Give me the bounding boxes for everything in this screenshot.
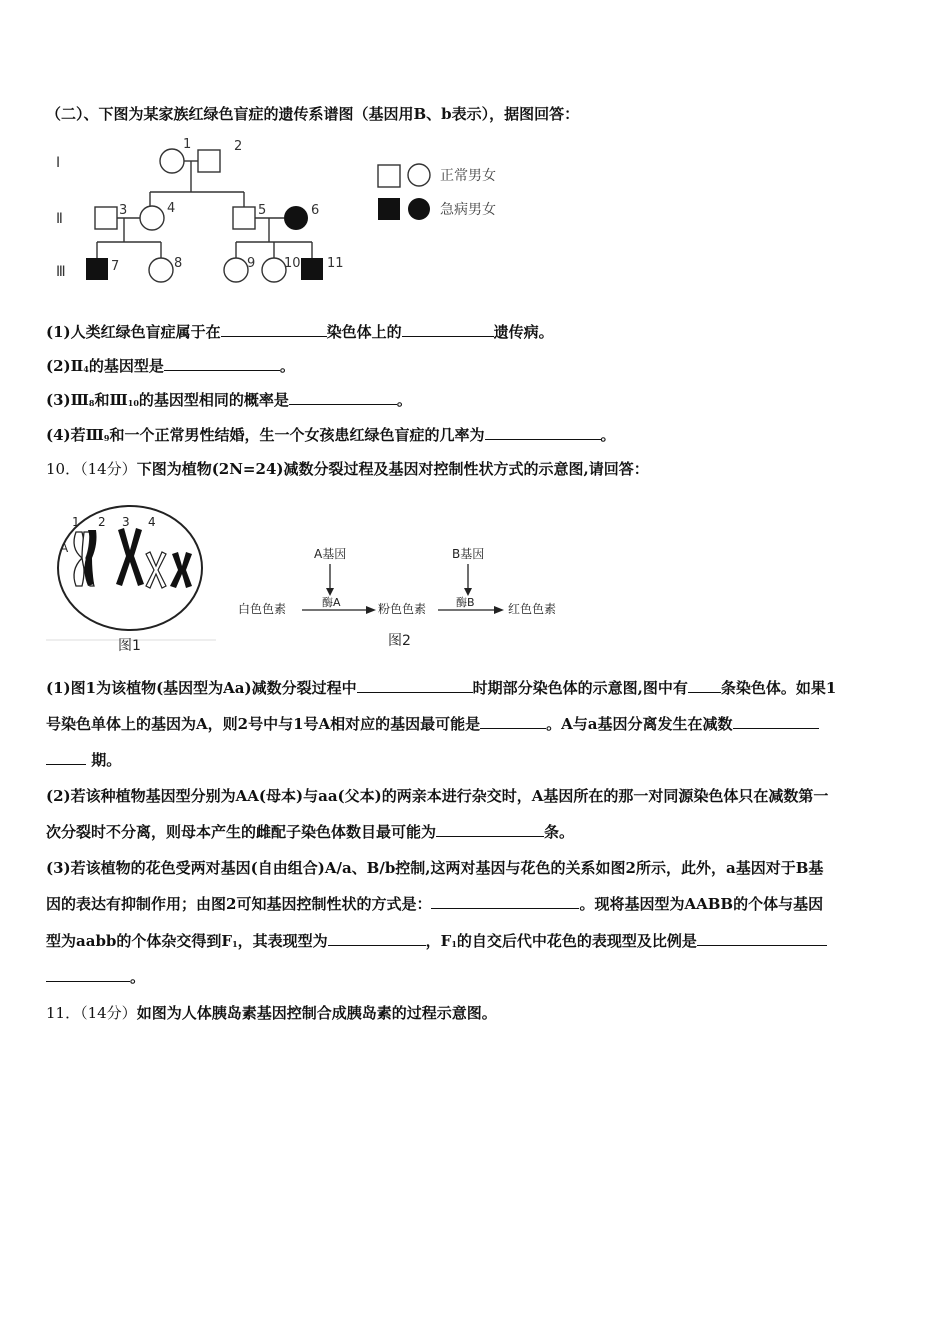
question-number: 11．（14分）: [46, 1004, 137, 1022]
q10-part2-line1: (2)若该种植物基因型分别为AA(母本)与aa(父本)的两亲本进行杂交时，A基因所在的那一对同源染色体只在减数第一: [46, 787, 829, 805]
svg-text:10: 10: [284, 256, 301, 271]
question-2: $(2)Ⅱ_4$的基因型是 。: [46, 357, 295, 375]
answer-blank[interactable]: [480, 716, 546, 729]
q11-stem: 11．（14分）如图为人体胰岛素基因控制合成胰岛素的过程示意图。: [46, 1004, 497, 1022]
q10-part3-line1: (3)若该植物的花色受两对基因(自由组合)A/a、B/b控制,这两对基因与花色的关系如图2所示，此外，a基因对于B基: [46, 859, 824, 877]
individual-7: [86, 258, 108, 280]
generation-label: Ⅲ: [56, 264, 66, 280]
answer-blank[interactable]: [733, 716, 819, 729]
svg-text:7: 7: [111, 259, 120, 274]
legend-affected-female: [408, 198, 430, 220]
svg-text:4: 4: [167, 201, 176, 216]
enzyme-b-text: 酶B: [456, 596, 475, 609]
answer-blank[interactable]: [431, 896, 579, 909]
generation-label: Ⅱ: [56, 211, 63, 227]
gene-b-text: B基因: [452, 547, 485, 561]
q10-stem: 10．（14分）下图为植物(2N=24)减数分裂过程及基因对控制性状方式的示意图,请回答：: [46, 460, 649, 478]
svg-text:3: 3: [122, 515, 130, 529]
legend-affected-male: [378, 198, 400, 220]
answer-blank[interactable]: [357, 680, 473, 693]
svg-text:9: 9: [247, 256, 256, 271]
individual-5: [233, 207, 255, 229]
svg-text:2: 2: [98, 515, 106, 529]
answer-blank[interactable]: [221, 324, 327, 337]
q10-part1-line3: 期。: [46, 749, 121, 770]
svg-text:2: 2: [234, 139, 243, 154]
figure-1-caption: 图1: [118, 638, 141, 654]
answer-blank[interactable]: [328, 933, 426, 946]
red-pigment: 红色色素: [508, 602, 557, 616]
individual-11: [301, 258, 323, 280]
q10-part2-line2: 次分裂时不分离，则母本产生的雌配子染色体数目最可能为 条。: [46, 823, 575, 841]
svg-text:8: 8: [174, 256, 183, 271]
gene-a-label: A: [60, 541, 69, 555]
individual-8: [149, 258, 173, 282]
question-number: 10．（14分）: [46, 460, 137, 478]
legend-normal-female: [408, 164, 430, 186]
answer-blank[interactable]: [485, 427, 601, 440]
svg-text:4: 4: [148, 515, 156, 529]
q10-part3-line3: 型为aabb的个体杂交得到$F_1$，其表现型为 ，$F_1$的自交后代中花色的表现型及比例是: [46, 930, 827, 951]
individual-6: [284, 206, 308, 230]
svg-text:1: 1: [183, 137, 192, 152]
svg-text:5: 5: [258, 203, 267, 218]
pedigree-chart: [46, 130, 526, 290]
figure-2-caption: 图2: [388, 633, 411, 649]
individual-2: [198, 150, 220, 172]
enzyme-a-text: 酶A: [322, 596, 341, 609]
q10-part1-line2: 号染色单体上的基因为A，则2号中与1号A相对应的基因最可能是 。A与a基因分离发生在减数: [46, 713, 819, 734]
individual-1: [160, 149, 184, 173]
question-3: $(3)Ⅲ_8$和$Ⅲ_{10}$的基因型相同的概率是 。: [46, 391, 412, 409]
svg-text:3: 3: [119, 203, 128, 218]
intro-text: （二）、下图为某家族红绿色盲症的遗传系谱图（基因用B、b表示），据图回答：: [46, 105, 580, 123]
figure-1-cell: [46, 500, 216, 655]
individual-4: [140, 206, 164, 230]
individual-3: [95, 207, 117, 229]
answer-blank[interactable]: [402, 324, 494, 337]
individual-9: [224, 258, 248, 282]
svg-text:6: 6: [311, 203, 320, 218]
individual-10: [262, 258, 286, 282]
figure-2-pathway: [230, 540, 570, 655]
white-pigment: 白色色素: [238, 602, 287, 616]
legend-normal-male: [378, 165, 400, 187]
answer-blank[interactable]: [46, 752, 86, 765]
generation-label: Ⅰ: [56, 155, 61, 171]
answer-blank[interactable]: [697, 933, 827, 946]
svg-text:11: 11: [327, 256, 344, 271]
q10-part1-line1: (1)图1为该植物(基因型为Aa)减数分裂过程中 时期部分染色体的示意图,图中有 条染色体。如果1: [46, 679, 837, 697]
gene-a-text: A基因: [314, 547, 347, 561]
q10-part3-line2: 因的表达有抑制作用；由图2可知基因控制性状的方式是： 。现将基因型为AABB的个体与基因: [46, 895, 824, 913]
svg-text:1: 1: [72, 515, 80, 529]
legend-affected-label: 急病男女: [440, 202, 496, 218]
question-1: (1)人类红绿色盲症属于在 染色体上的 遗传病。: [46, 323, 554, 341]
legend-normal-label: 正常男女: [440, 168, 496, 184]
answer-blank[interactable]: [436, 824, 544, 837]
question-4: (4)若$Ⅲ_9$和一个正常男性结婚，生一个女孩患红绿色盲症的几率为 。: [46, 426, 616, 444]
answer-blank[interactable]: [164, 358, 280, 371]
answer-blank[interactable]: [688, 680, 721, 693]
pink-pigment: 粉色色素: [378, 602, 427, 616]
answer-blank[interactable]: [289, 392, 397, 405]
answer-blank[interactable]: [46, 969, 130, 982]
q10-part3-line4: 。: [46, 966, 145, 987]
